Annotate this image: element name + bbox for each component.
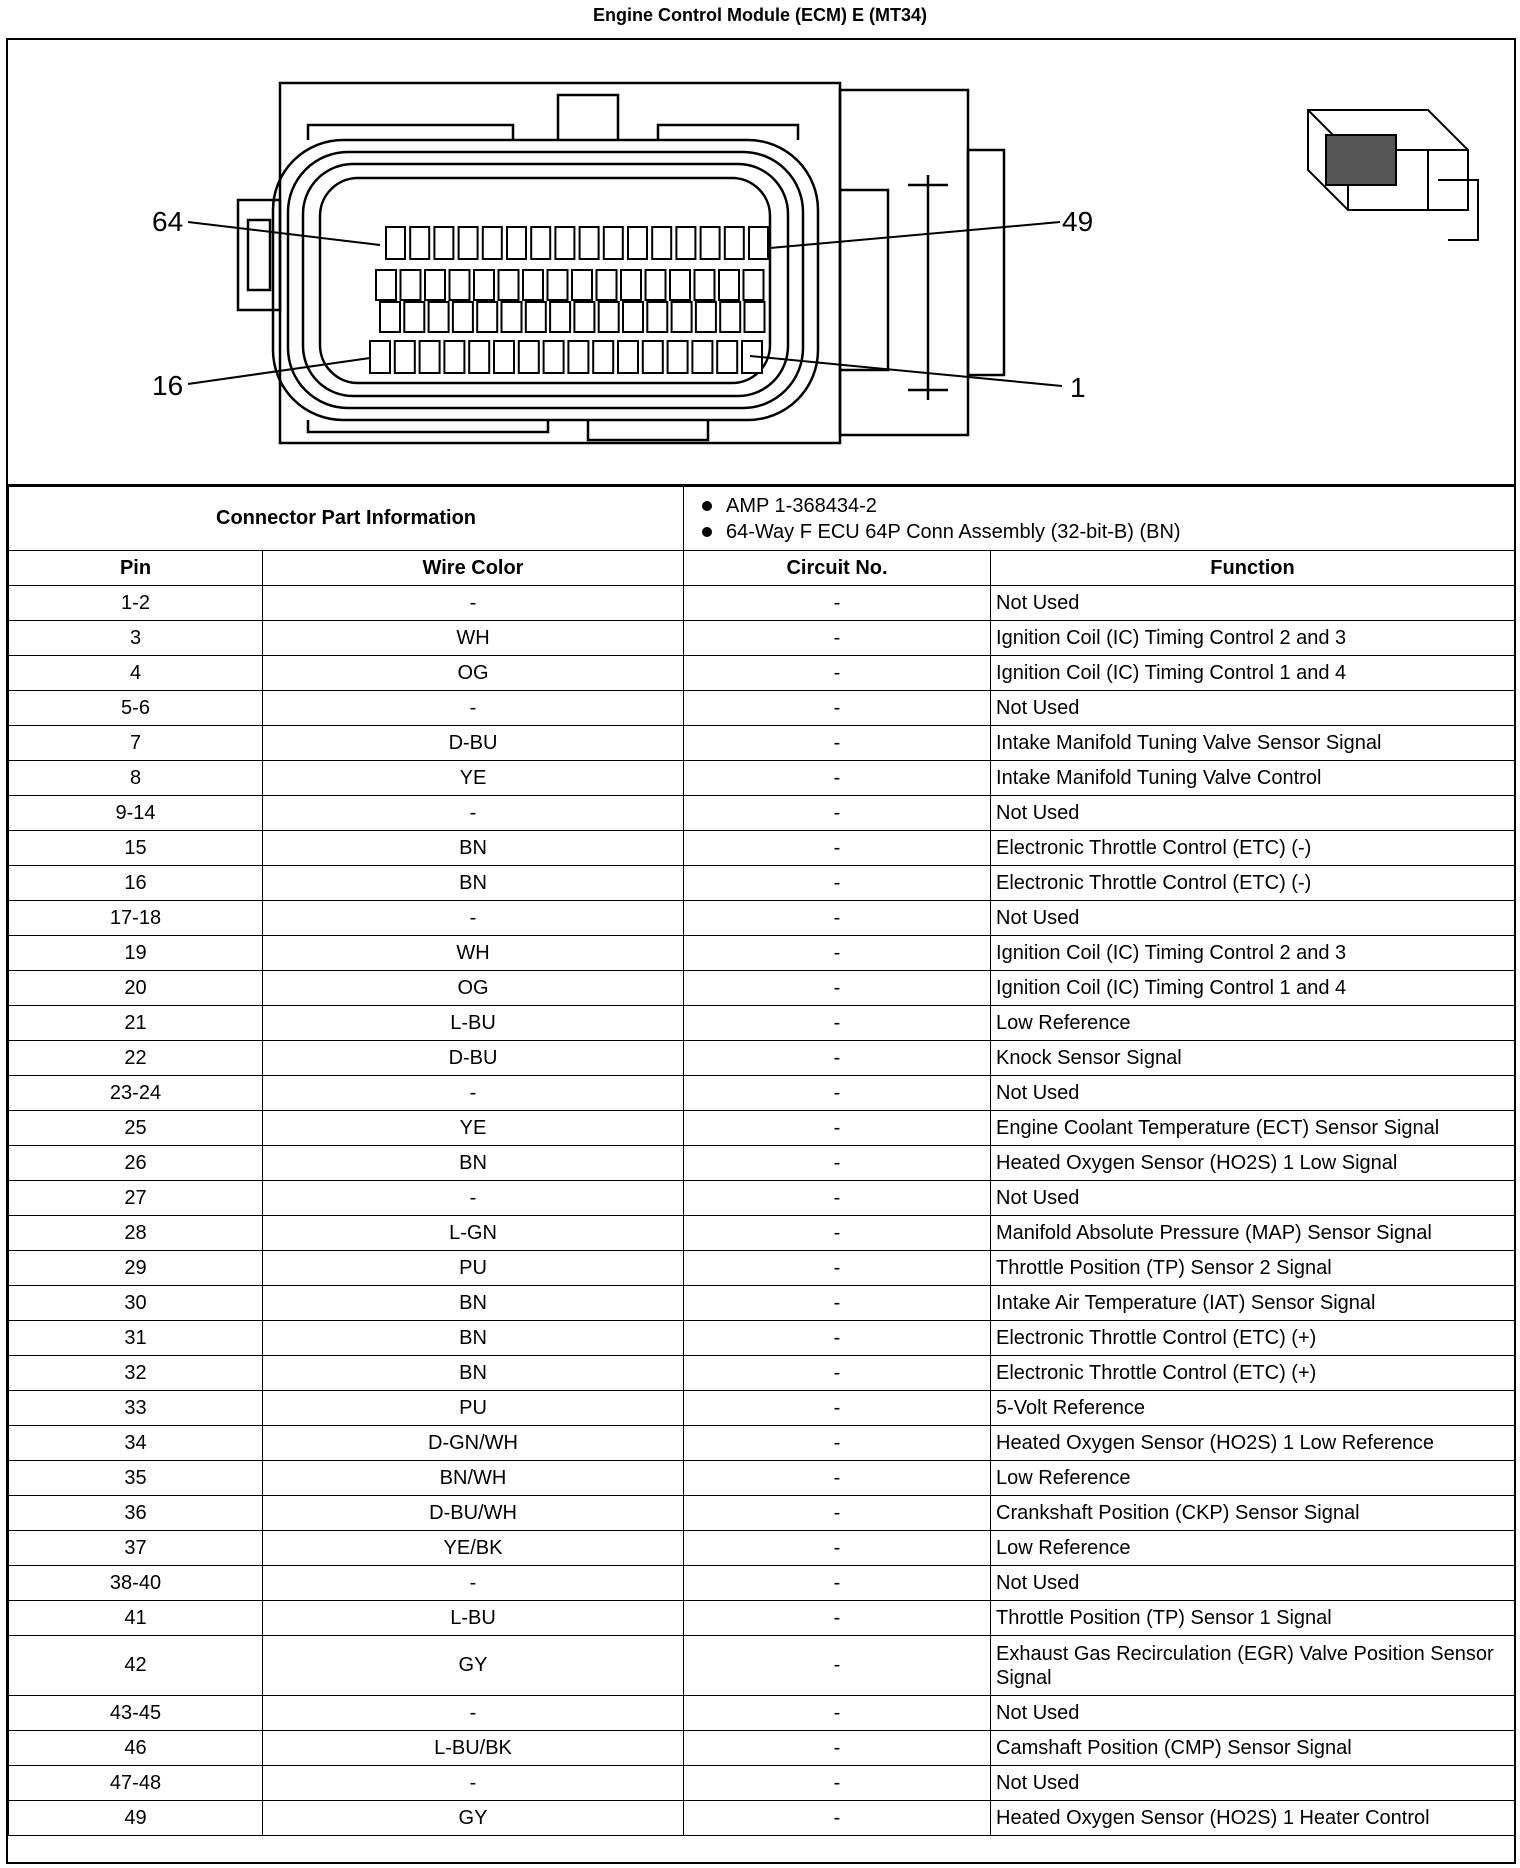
- callout-1: 1: [1070, 372, 1086, 403]
- pin-cell: 3: [9, 621, 263, 656]
- pinout-table: [8, 486, 1515, 1836]
- wire-color-cell: YE/BK: [263, 1531, 684, 1566]
- pin-cavity: [720, 302, 740, 332]
- circuit-no-cell: -: [684, 1696, 991, 1731]
- callout-16: 16: [152, 370, 184, 401]
- pin-cell: 30: [9, 1286, 263, 1321]
- function-cell: Intake Air Temperature (IAT) Sensor Signal: [991, 1286, 1515, 1321]
- pin-cell: 31: [9, 1321, 263, 1356]
- wire-color-cell: BN: [263, 831, 684, 866]
- function-cell: Not Used: [991, 1566, 1515, 1601]
- table-row: [9, 1801, 1515, 1836]
- circuit-no-cell: -: [684, 1146, 991, 1181]
- circuit-no-cell: -: [684, 1496, 991, 1531]
- function-cell: Heated Oxygen Sensor (HO2S) 1 Low Signal: [991, 1146, 1515, 1181]
- pin-cell: 35: [9, 1461, 263, 1496]
- pin-cell: 46: [9, 1731, 263, 1766]
- circuit-no-cell: -: [684, 1006, 991, 1041]
- pin-cavity: [593, 341, 613, 373]
- pin-cavity: [386, 227, 405, 259]
- callout-49-leader: [770, 222, 1060, 248]
- pin-cavity: [453, 302, 473, 332]
- pin-cell: 43-45: [9, 1696, 263, 1731]
- circuit-no-cell: -: [684, 586, 991, 621]
- table-row: [9, 1111, 1515, 1146]
- table-row: [9, 1391, 1515, 1426]
- pin-cell: 16: [9, 866, 263, 901]
- column-header-circuit-no: Circuit No.: [684, 551, 991, 586]
- pin-cavity: [725, 227, 744, 259]
- function-cell: Heated Oxygen Sensor (HO2S) 1 Low Reference: [991, 1426, 1515, 1461]
- function-cell: Throttle Position (TP) Sensor 2 Signal: [991, 1251, 1515, 1286]
- pin-cavity: [604, 227, 623, 259]
- pin-cavity: [469, 341, 489, 373]
- function-cell: Electronic Throttle Control (ETC) (-): [991, 831, 1515, 866]
- table-row: [9, 1251, 1515, 1286]
- function-cell: Not Used: [991, 691, 1515, 726]
- pin-cavity: [568, 341, 588, 373]
- table-row: [9, 1731, 1515, 1766]
- pin-cell: 33: [9, 1391, 263, 1426]
- pin-cell: 38-40: [9, 1566, 263, 1601]
- wire-color-cell: OG: [263, 656, 684, 691]
- wire-color-cell: YE: [263, 761, 684, 796]
- pin-cell: 20: [9, 971, 263, 1006]
- pin-cell: 32: [9, 1356, 263, 1391]
- pin-cavity: [745, 302, 765, 332]
- pin-cell: 15: [9, 831, 263, 866]
- pin-cavity: [404, 302, 424, 332]
- pin-cell: 17-18: [9, 901, 263, 936]
- table-row: [9, 1601, 1515, 1636]
- pin-cell: 28: [9, 1216, 263, 1251]
- circuit-no-cell: -: [684, 1461, 991, 1496]
- connector-face-drawing: [8, 40, 1514, 484]
- table-row: [9, 1041, 1515, 1076]
- wire-color-cell: GY: [263, 1801, 684, 1836]
- bullet-icon: [702, 501, 712, 511]
- table-row: [9, 1531, 1515, 1566]
- connector-housing: [280, 83, 840, 443]
- pin-cavity: [395, 341, 415, 373]
- circuit-no-cell: -: [684, 1426, 991, 1461]
- pin-cavity: [692, 341, 712, 373]
- pin-cavity: [429, 302, 449, 332]
- pin-cell: 27: [9, 1181, 263, 1216]
- pin-cavity: [719, 270, 739, 300]
- function-cell: Not Used: [991, 586, 1515, 621]
- function-cell: Electronic Throttle Control (ETC) (+): [991, 1356, 1515, 1391]
- function-cell: Not Used: [991, 1696, 1515, 1731]
- function-cell: Not Used: [991, 796, 1515, 831]
- table-row: [9, 691, 1515, 726]
- pin-cavity: [550, 302, 570, 332]
- pin-cavity: [672, 302, 692, 332]
- pin-cavity: [526, 302, 546, 332]
- circuit-no-cell: -: [684, 1041, 991, 1076]
- pin-cavity: [519, 341, 539, 373]
- pin-cell: 42: [9, 1636, 263, 1696]
- pin-cavity: [652, 227, 671, 259]
- function-cell: Ignition Coil (IC) Timing Control 2 and 3: [991, 936, 1515, 971]
- pin-cell: 23-24: [9, 1076, 263, 1111]
- function-cell: Manifold Absolute Pressure (MAP) Sensor Signal: [991, 1216, 1515, 1251]
- pin-cell: 22: [9, 1041, 263, 1076]
- pin-cell: 19: [9, 936, 263, 971]
- wire-color-cell: D-BU/WH: [263, 1496, 684, 1531]
- table-row: [9, 1006, 1515, 1041]
- pin-cell: 9-14: [9, 796, 263, 831]
- table-row: [9, 1181, 1515, 1216]
- wire-color-cell: BN: [263, 866, 684, 901]
- connector-latch-body: [840, 90, 968, 435]
- pin-cell: 41: [9, 1601, 263, 1636]
- pin-cavity: [701, 227, 720, 259]
- table-row: [9, 1636, 1515, 1696]
- wire-color-cell: GY: [263, 1636, 684, 1696]
- pin-cell: 34: [9, 1426, 263, 1461]
- pin-cell: 47-48: [9, 1766, 263, 1801]
- table-header-row: [9, 551, 1515, 586]
- circuit-no-cell: -: [684, 1356, 991, 1391]
- table-row: [9, 1496, 1515, 1531]
- wire-color-cell: PU: [263, 1251, 684, 1286]
- pin-cell: 26: [9, 1146, 263, 1181]
- pin-cell: 7: [9, 726, 263, 761]
- callout-1-leader: [750, 356, 1062, 386]
- function-cell: Heated Oxygen Sensor (HO2S) 1 Heater Control: [991, 1801, 1515, 1836]
- table-row: [9, 971, 1515, 1006]
- circuit-no-cell: -: [684, 1531, 991, 1566]
- circuit-no-cell: -: [684, 1111, 991, 1146]
- connector-part-information-list: [684, 487, 1515, 551]
- circuit-no-cell: -: [684, 1766, 991, 1801]
- table-row: [9, 656, 1515, 691]
- pin-cavity: [434, 227, 453, 259]
- pin-grid: [370, 227, 768, 373]
- circuit-no-cell: -: [684, 866, 991, 901]
- circuit-no-cell: -: [684, 796, 991, 831]
- circuit-no-cell: -: [684, 1251, 991, 1286]
- callout-64: 64: [152, 206, 184, 237]
- pin-cell: 37: [9, 1531, 263, 1566]
- pin-cavity: [544, 341, 564, 373]
- pin-cell: 5-6: [9, 691, 263, 726]
- pin-cavity: [623, 302, 643, 332]
- function-cell: Knock Sensor Signal: [991, 1041, 1515, 1076]
- function-cell: Ignition Coil (IC) Timing Control 2 and 3: [991, 621, 1515, 656]
- pin-cavity: [580, 227, 599, 259]
- pin-cell: 36: [9, 1496, 263, 1531]
- pin-cavity: [420, 341, 440, 373]
- page-title: Engine Control Module (ECM) E (MT34): [593, 5, 927, 25]
- circuit-no-cell: -: [684, 1391, 991, 1426]
- table-row: [9, 1566, 1515, 1601]
- pin-cell: 4: [9, 656, 263, 691]
- connector-part-information-label: Connector Part Information: [9, 487, 684, 551]
- table-row: [9, 1426, 1515, 1461]
- wire-color-cell: -: [263, 1076, 684, 1111]
- table-row: [9, 621, 1515, 656]
- function-cell: Not Used: [991, 1766, 1515, 1801]
- wire-color-cell: -: [263, 1766, 684, 1801]
- pin-cavity: [494, 341, 514, 373]
- function-cell: Not Used: [991, 1076, 1515, 1111]
- pin-cavity: [621, 270, 641, 300]
- wire-color-cell: WH: [263, 621, 684, 656]
- pin-cavity: [597, 270, 617, 300]
- wire-color-cell: -: [263, 691, 684, 726]
- circuit-no-cell: -: [684, 621, 991, 656]
- pin-cell: 49: [9, 1801, 263, 1836]
- table-row: [9, 1321, 1515, 1356]
- connector-sheet: [6, 38, 1516, 1864]
- function-cell: Camshaft Position (CMP) Sensor Signal: [991, 1731, 1515, 1766]
- pin-cavity: [548, 270, 568, 300]
- pin-cavity: [647, 302, 667, 332]
- circuit-no-cell: -: [684, 726, 991, 761]
- wire-color-cell: -: [263, 1566, 684, 1601]
- circuit-no-cell: -: [684, 1566, 991, 1601]
- wire-color-cell: L-BU: [263, 1601, 684, 1636]
- pin-cavity: [410, 227, 429, 259]
- wire-color-cell: YE: [263, 1111, 684, 1146]
- table-row: [9, 1461, 1515, 1496]
- circuit-no-cell: -: [684, 901, 991, 936]
- part-info-item: 64-Way F ECU 64P Conn Assembly (32-bit-B) (BN): [702, 519, 1510, 545]
- table-row: [9, 726, 1515, 761]
- pin-cavity: [643, 341, 663, 373]
- connector-part-information-row: [9, 487, 1515, 551]
- function-cell: Electronic Throttle Control (ETC) (+): [991, 1321, 1515, 1356]
- bullet-icon: [702, 527, 712, 537]
- pin-cell: 21: [9, 1006, 263, 1041]
- callout-64-leader: [188, 222, 380, 245]
- wire-color-cell: -: [263, 796, 684, 831]
- table-row: [9, 831, 1515, 866]
- pin-cavity: [670, 270, 690, 300]
- table-row: [9, 761, 1515, 796]
- column-header-wire-color: Wire Color: [263, 551, 684, 586]
- function-cell: Engine Coolant Temperature (ECT) Sensor Signal: [991, 1111, 1515, 1146]
- wire-color-cell: BN: [263, 1356, 684, 1391]
- pin-cavity: [499, 270, 519, 300]
- wire-color-cell: L-BU/BK: [263, 1731, 684, 1766]
- pin-cavity: [483, 227, 502, 259]
- pin-cavity: [523, 270, 543, 300]
- wire-color-cell: -: [263, 1696, 684, 1731]
- circuit-no-cell: -: [684, 1181, 991, 1216]
- table-row: [9, 796, 1515, 831]
- wire-color-cell: D-GN/WH: [263, 1426, 684, 1461]
- wire-color-cell: BN: [263, 1146, 684, 1181]
- circuit-no-cell: -: [684, 971, 991, 1006]
- pin-cavity: [425, 270, 445, 300]
- pin-cell: 8: [9, 761, 263, 796]
- wire-color-cell: BN: [263, 1321, 684, 1356]
- table-row: [9, 1356, 1515, 1391]
- table-row: [9, 1696, 1515, 1731]
- wire-color-cell: BN: [263, 1286, 684, 1321]
- circuit-no-cell: -: [684, 1636, 991, 1696]
- circuit-no-cell: -: [684, 936, 991, 971]
- table-row: [9, 586, 1515, 621]
- circuit-no-cell: -: [684, 761, 991, 796]
- wire-color-cell: PU: [263, 1391, 684, 1426]
- pin-cavity: [380, 302, 400, 332]
- column-header-function: Function: [991, 551, 1515, 586]
- function-cell: Intake Manifold Tuning Valve Control: [991, 761, 1515, 796]
- function-cell: Not Used: [991, 901, 1515, 936]
- table-row: [9, 936, 1515, 971]
- wire-color-cell: WH: [263, 936, 684, 971]
- table-row: [9, 1766, 1515, 1801]
- function-cell: Throttle Position (TP) Sensor 1 Signal: [991, 1601, 1515, 1636]
- column-header-pin: Pin: [9, 551, 263, 586]
- pin-cavity: [717, 341, 737, 373]
- pin-cavity: [474, 270, 494, 300]
- circuit-no-cell: -: [684, 1321, 991, 1356]
- pin-cell: 29: [9, 1251, 263, 1286]
- circuit-no-cell: -: [684, 656, 991, 691]
- part-info-item: AMP 1-368434-2: [702, 493, 1510, 519]
- function-cell: 5-Volt Reference: [991, 1391, 1515, 1426]
- pin-cell: 25: [9, 1111, 263, 1146]
- pin-cavity: [696, 302, 716, 332]
- wire-color-cell: D-BU: [263, 726, 684, 761]
- connector-diagram: [8, 40, 1514, 486]
- function-cell: Low Reference: [991, 1531, 1515, 1566]
- circuit-no-cell: -: [684, 831, 991, 866]
- function-cell: Ignition Coil (IC) Timing Control 1 and 4: [991, 656, 1515, 691]
- function-cell: Intake Manifold Tuning Valve Sensor Signal: [991, 726, 1515, 761]
- connector-thumbnail-icon: [1308, 110, 1478, 240]
- table-row: [9, 901, 1515, 936]
- pin-cavity: [450, 270, 470, 300]
- pin-cavity: [749, 227, 768, 259]
- pin-cavity: [628, 227, 647, 259]
- table-row: [9, 1286, 1515, 1321]
- circuit-no-cell: -: [684, 1731, 991, 1766]
- wire-color-cell: L-GN: [263, 1216, 684, 1251]
- callout-49: 49: [1062, 206, 1094, 237]
- function-cell: Ignition Coil (IC) Timing Control 1 and 4: [991, 971, 1515, 1006]
- pin-cavity: [695, 270, 715, 300]
- pin-cavity: [676, 227, 695, 259]
- circuit-no-cell: -: [684, 1076, 991, 1111]
- function-cell: Exhaust Gas Recirculation (EGR) Valve Position Sensor Signal: [991, 1636, 1515, 1696]
- pin-cell: 1-2: [9, 586, 263, 621]
- table-row: [9, 866, 1515, 901]
- pin-cavity: [618, 341, 638, 373]
- wire-color-cell: BN/WH: [263, 1461, 684, 1496]
- circuit-no-cell: -: [684, 1216, 991, 1251]
- pin-cavity: [507, 227, 526, 259]
- circuit-no-cell: -: [684, 1601, 991, 1636]
- circuit-no-cell: -: [684, 1801, 991, 1836]
- pin-cavity: [744, 270, 764, 300]
- pin-cavity: [599, 302, 619, 332]
- pin-cavity: [370, 341, 390, 373]
- pin-cavity: [555, 227, 574, 259]
- pin-cavity: [572, 270, 592, 300]
- function-cell: Not Used: [991, 1181, 1515, 1216]
- table-row: [9, 1076, 1515, 1111]
- wire-color-cell: L-BU: [263, 1006, 684, 1041]
- pin-cavity: [477, 302, 497, 332]
- wire-color-cell: D-BU: [263, 1041, 684, 1076]
- function-cell: Crankshaft Position (CKP) Sensor Signal: [991, 1496, 1515, 1531]
- function-cell: Low Reference: [991, 1006, 1515, 1041]
- function-cell: Low Reference: [991, 1461, 1515, 1496]
- pin-cavity: [444, 341, 464, 373]
- circuit-no-cell: -: [684, 691, 991, 726]
- pin-cavity: [646, 270, 666, 300]
- function-cell: Electronic Throttle Control (ETC) (-): [991, 866, 1515, 901]
- wire-color-cell: -: [263, 901, 684, 936]
- circuit-no-cell: -: [684, 1286, 991, 1321]
- table-row: [9, 1216, 1515, 1251]
- pin-cavity: [574, 302, 594, 332]
- pin-cavity: [502, 302, 522, 332]
- table-row: [9, 1146, 1515, 1181]
- pin-cavity: [531, 227, 550, 259]
- wire-color-cell: OG: [263, 971, 684, 1006]
- pin-cavity: [376, 270, 396, 300]
- pin-cavity: [401, 270, 421, 300]
- wire-color-cell: -: [263, 586, 684, 621]
- pin-cavity: [668, 341, 688, 373]
- pin-cavity: [459, 227, 478, 259]
- wire-color-cell: -: [263, 1181, 684, 1216]
